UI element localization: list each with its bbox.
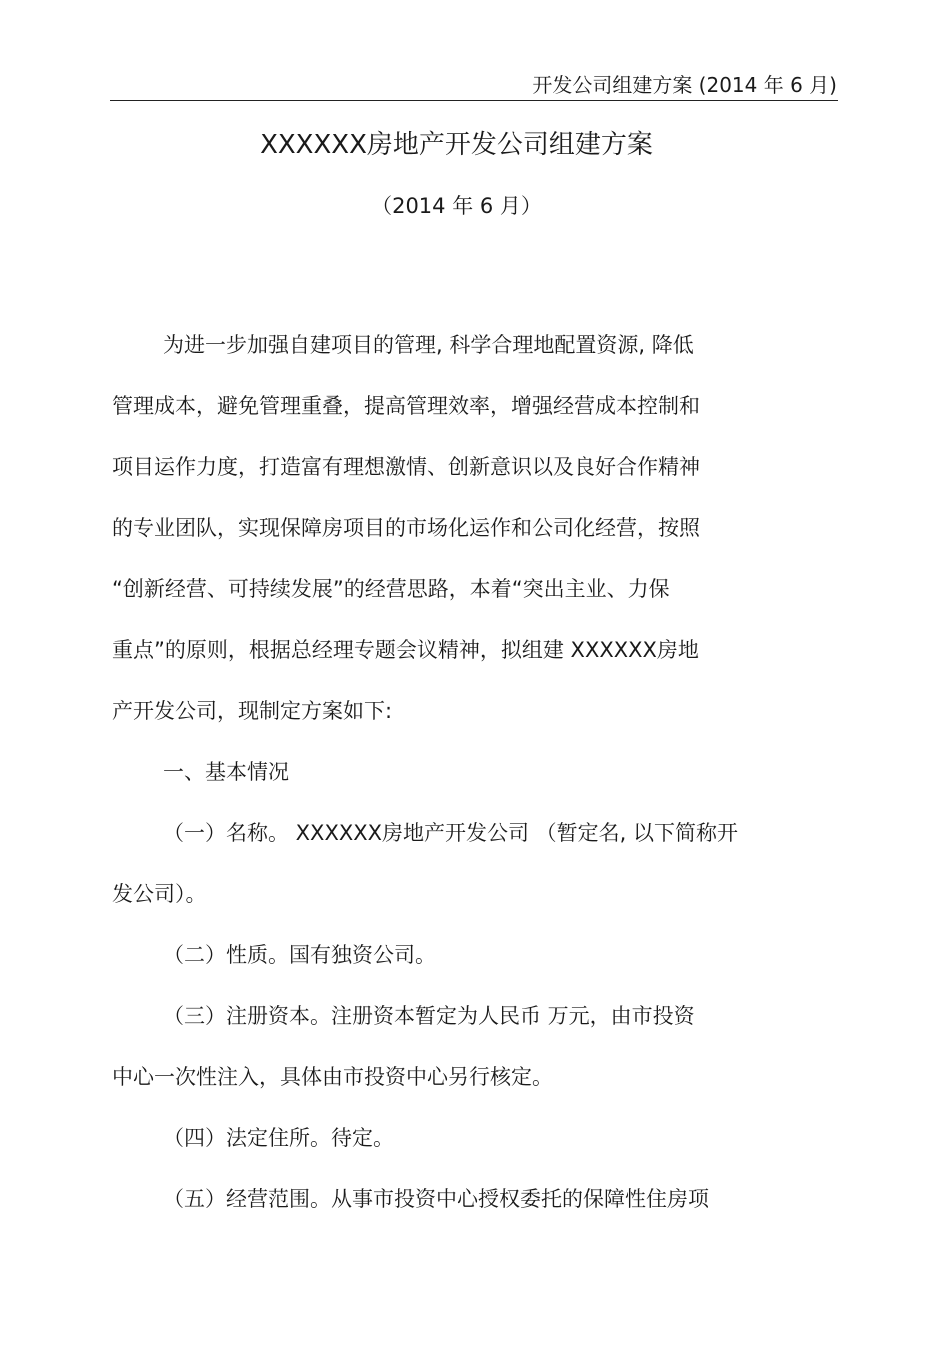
paragraph-line: 管理成本，避免管理重叠，提高管理效率，增强经营成本控制和 bbox=[112, 394, 700, 418]
running-header: 开发公司组建方案 (2014 年 6 月) bbox=[532, 73, 837, 97]
paragraph-line: 项目运作力度，打造富有理想激情、创新意识以及良好合作精神 bbox=[112, 455, 700, 479]
item-line: （二）性质。国有独资公司。 bbox=[163, 943, 436, 967]
paragraph-line: 的专业团队，实现保障房项目的市场化运作和公司化经营，按照 bbox=[112, 516, 700, 540]
paragraph-line: “创新经营、可持续发展”的经营思路，本着“突出主业、力保 bbox=[112, 577, 670, 601]
item-line: （五）经营范围。从事市投资中心授权委托的保障性住房项 bbox=[163, 1187, 709, 1211]
document-date: （2014 年 6 月） bbox=[371, 194, 542, 218]
item-line: 中心一次性注入，具体由市投资中心另行核定。 bbox=[112, 1065, 553, 1089]
paragraph-line: 重点”的原则，根据总经理专题会议精神，拟组建 XXXXXX房地 bbox=[112, 638, 699, 662]
paragraph-line: 为进一步加强自建项目的管理, 科学合理地配置资源, 降低 bbox=[163, 333, 694, 357]
document-title: XXXXXX房地产开发公司组建方案 bbox=[260, 130, 653, 160]
section-heading: 一、基本情况 bbox=[163, 760, 289, 784]
header-rule bbox=[110, 100, 838, 101]
paragraph-line: 产开发公司，现制定方案如下: bbox=[112, 699, 393, 723]
item-line: 发公司）。 bbox=[112, 882, 207, 906]
item-line: （四）法定住所。待定。 bbox=[163, 1126, 394, 1150]
item-line: （一）名称。 XXXXXX房地产开发公司 （暂定名, 以下简称开 bbox=[163, 821, 739, 845]
item-line: （三）注册资本。注册资本暂定为人民币 万元，由市投资 bbox=[163, 1004, 695, 1028]
